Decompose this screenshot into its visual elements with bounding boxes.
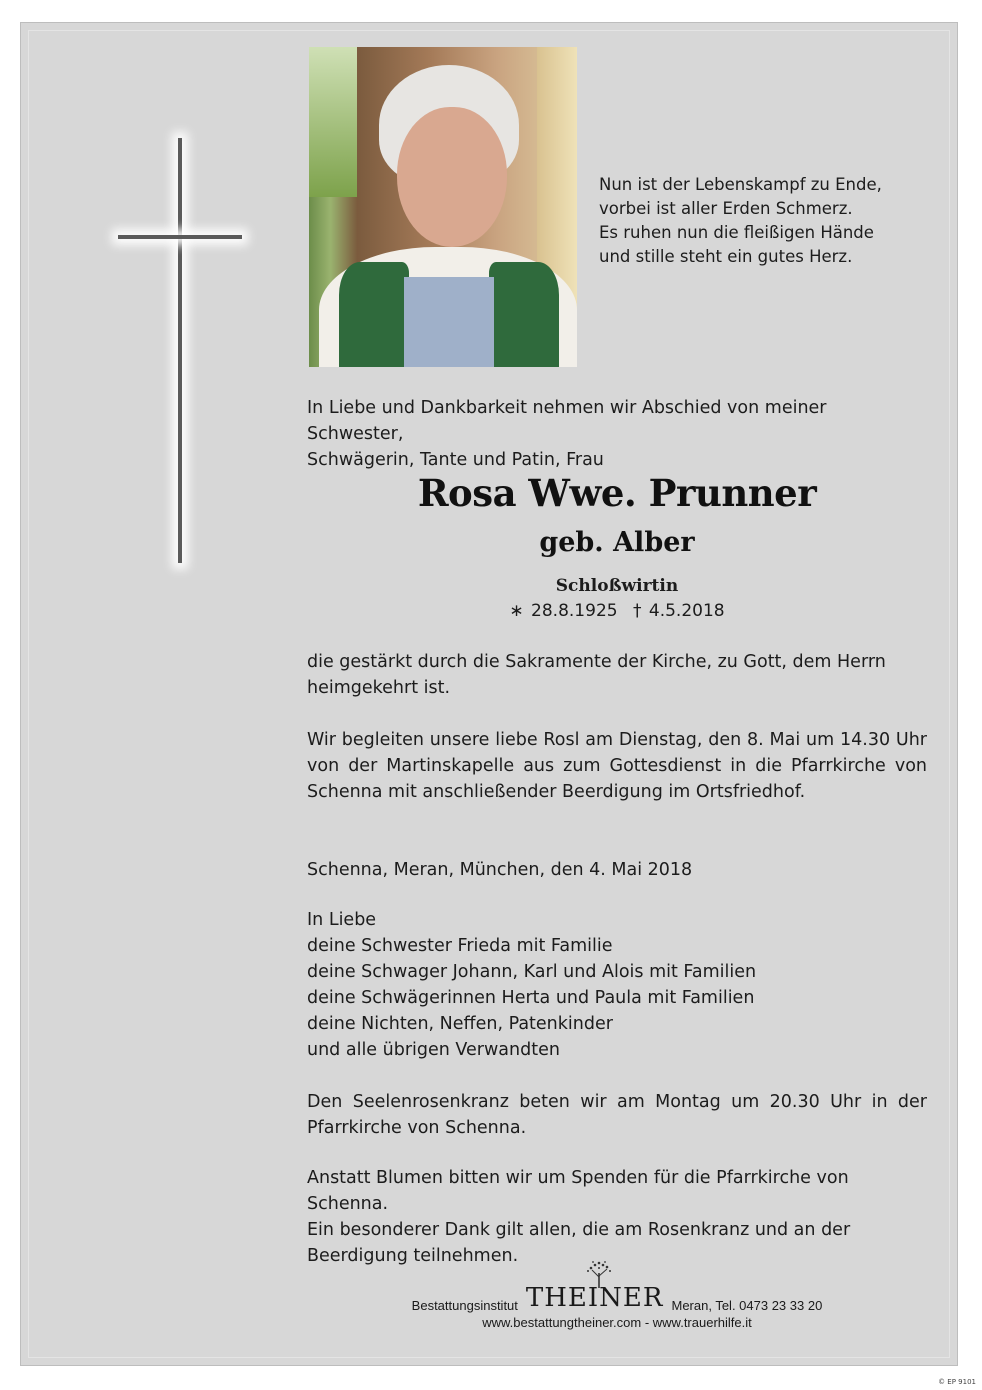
list-item: deine Schwägerinnen Herta und Paula mit Familien [307, 988, 755, 1008]
sacraments-text: die gestärkt durch die Sakramente der Kirche, zu Gott, dem Herrn heimgekehrt ist. [307, 652, 886, 698]
mourners-list [307, 907, 927, 1063]
cross-icon [116, 138, 246, 568]
print-code: © EP 9101 [938, 1378, 976, 1386]
list-item: deine Nichten, Neffen, Patenkinder [307, 1014, 613, 1034]
verse-line: und stille steht ein gutes Herz. [599, 247, 853, 266]
obituary-card [20, 22, 958, 1366]
verse-line: Nun ist der Lebenskampf zu Ende, [599, 175, 882, 194]
verse-line: vorbei ist aller Erden Schmerz. [599, 199, 853, 218]
life-dates [307, 601, 927, 621]
funeral-text: Wir begleiten unsere liebe Rosl am Dienstag, den 8. Mai um 14.30 Uhr von der Martinskapelle aus zum Gottesdienst in die Pfarrkirche von Schenna mit anschließender Beerdigung im Ortsfriedhof. [307, 730, 927, 802]
funeral-home-footer [307, 1283, 927, 1330]
thanks-text: Ein besonderer Dank gilt allen, die am Rosenkranz und an der Beerdigung teilnehmen. [307, 1220, 851, 1266]
verse-line: Es ruhen nun die fleißigen Hände [599, 223, 874, 242]
memorial-verse [599, 173, 919, 269]
donations-text: Anstatt Blumen bitten wir um Spenden für die Pfarrkirche von Schenna. [307, 1168, 849, 1214]
deceased-role: Schloßwirtin [555, 576, 679, 596]
footer-websites: www.bestattungtheiner.com - www.trauerhilfe.it [482, 1315, 752, 1330]
birth-date: ∗ 28.8.1925 [509, 601, 618, 621]
deceased-name: Rosa Wwe. Prunner [417, 471, 817, 515]
rosary-text: Den Seelenrosenkranz beten wir am Montag um 20.30 Uhr in der Pfarrkirche von Schenna. [307, 1092, 927, 1138]
footer-contact: Meran, Tel. 0473 23 33 20 [671, 1298, 823, 1313]
place-date: Schenna, Meran, München, den 4. Mai 2018 [307, 860, 693, 880]
portrait-photo [309, 47, 577, 367]
list-item: deine Schwester Frieda mit Familie [307, 936, 613, 956]
death-date: † 4.5.2018 [632, 601, 725, 621]
brand-logo [526, 1283, 664, 1313]
list-item: In Liebe [307, 910, 377, 930]
footer-left-text: Bestattungsinstitut [411, 1298, 518, 1313]
brand-name: THEINER [525, 1283, 664, 1313]
intro-text: In Liebe und Dankbarkeit nehmen wir Abschied von meiner Schwester, Schwägerin, Tante und Patin, Frau [307, 398, 827, 470]
tree-icon [582, 1259, 616, 1289]
list-item: deine Schwager Johann, Karl und Alois mit Familien [307, 962, 757, 982]
list-item: und alle übrigen Verwandten [307, 1040, 560, 1060]
maiden-name: geb. Alber [539, 527, 695, 558]
